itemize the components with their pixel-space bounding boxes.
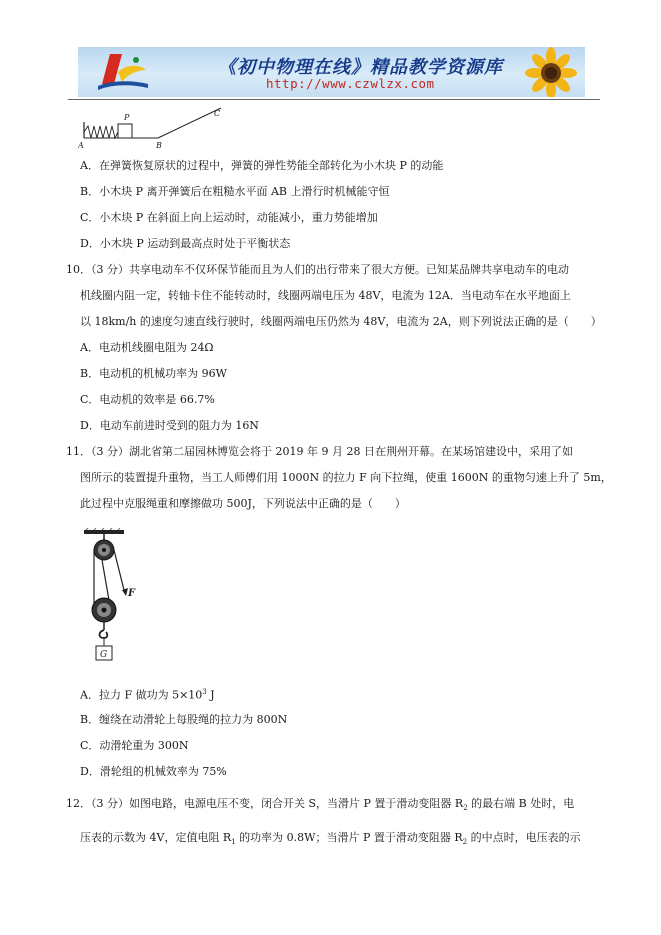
label-a: A	[78, 141, 84, 150]
header-rule	[68, 99, 600, 100]
q9-option-c: C．小木块 P 在斜面上向上运动时，动能减小，重力势能增加	[80, 211, 378, 224]
q11-option-c: C．动滑轮重为 300N	[80, 739, 189, 752]
weight-label: G	[100, 650, 108, 660]
q10-option-a: A．电动机线圈电阻为 24Ω	[80, 341, 214, 354]
q12-line-1-sub: 2	[463, 804, 468, 813]
pulley-figure	[78, 528, 150, 668]
label-p: P	[124, 113, 130, 122]
q11-option-a-text: A．拉力 F 做功为 5×10	[80, 688, 203, 702]
banner-url: http://www.czwlzx.com	[266, 76, 435, 91]
q11-option-a	[80, 685, 215, 703]
q11-stem-line-3: 此过程中克服绳重和摩擦做功 500J，下列说法中正确的是（ ）	[80, 497, 406, 510]
logo-icon	[92, 50, 152, 94]
q11-stem-line-1: 11．（3 分）湖北省第二届园林博览会将于 2019 年 9 月 28 日在荆州开幕。在某场馆建设中，采用了如	[66, 445, 573, 458]
q12-line-2-sub-1: 1	[231, 838, 236, 847]
banner-title: 《初中物理在线》精品教学资源库	[218, 57, 503, 78]
spring-slope-figure	[78, 104, 228, 150]
q12-line-2-a: 压表的示数为 4V，定值电阻 R	[80, 831, 232, 844]
q12-line-2-b: 的功率为 0.8W；当滑片 P 置于滑动变阻器 R	[235, 831, 463, 844]
header-banner	[78, 47, 585, 97]
q12-line-1-post: 的最右端 B 处时，电	[467, 797, 575, 810]
q11-stem-line-2: 图所示的装置提升重物，当工人师傅们用 1000N 的拉力 F 向下拉绳，使重 1600N 的重物匀速上升了 5m，	[80, 471, 612, 484]
q12-line-1-pre: 12．（3 分）如图电路，电源电压不变，闭合开关 S，当滑片 P 置于滑动变阻器 R	[66, 797, 464, 810]
q10-stem-line-3: 以 18km/h 的速度匀速直线行驶时，线圈两端电压仍然为 48V，电流为 2A，则下列说法正确的是（ ）	[80, 315, 602, 328]
sunflower-icon	[505, 47, 585, 97]
label-c: C	[214, 109, 221, 118]
q9-option-b: B．小木块 P 离开弹簧后在粗糙水平面 AB 上滑行时机械能守恒	[80, 185, 390, 198]
label-b: B	[156, 141, 162, 150]
q11-option-a-unit: J	[206, 688, 215, 702]
q11-option-b: B．缠绕在动滑轮上每股绳的拉力为 800N	[80, 713, 288, 726]
q10-option-d: D．电动车前进时受到的阻力为 16N	[80, 419, 259, 432]
q10-stem-line-1: 10．（3 分）共享电动车不仅环保节能而且为人们的出行带来了很大方便。已知某品牌共享电动车的电动	[66, 263, 569, 276]
q10-option-b: B．电动机的机械功率为 96W	[80, 367, 227, 380]
q12-line-2-sub-2: 2	[462, 838, 468, 847]
q9-option-a: A．在弹簧恢复原状的过程中，弹簧的弹性势能全部转化为小木块 P 的动能	[80, 159, 444, 172]
force-label: F	[128, 588, 136, 599]
q12-stem-line-1	[66, 797, 574, 815]
q12-line-2-c: 的中点时，电压表的示	[467, 831, 581, 844]
q10-option-c: C．电动机的效率是 66.7%	[80, 393, 215, 406]
q11-option-d: D．滑轮组的机械效率为 75%	[80, 765, 227, 778]
q12-stem-line-2	[80, 831, 581, 849]
q10-stem-line-2: 机线圈内阻一定，转轴卡住不能转动时，线圈两端电压为 48V，电流为 12A．当电动车在水平地面上	[80, 289, 571, 302]
q11-option-a-exponent: 3	[202, 688, 207, 696]
q9-option-d: D．小木块 P 运动到最高点时处于平衡状态	[80, 237, 291, 250]
